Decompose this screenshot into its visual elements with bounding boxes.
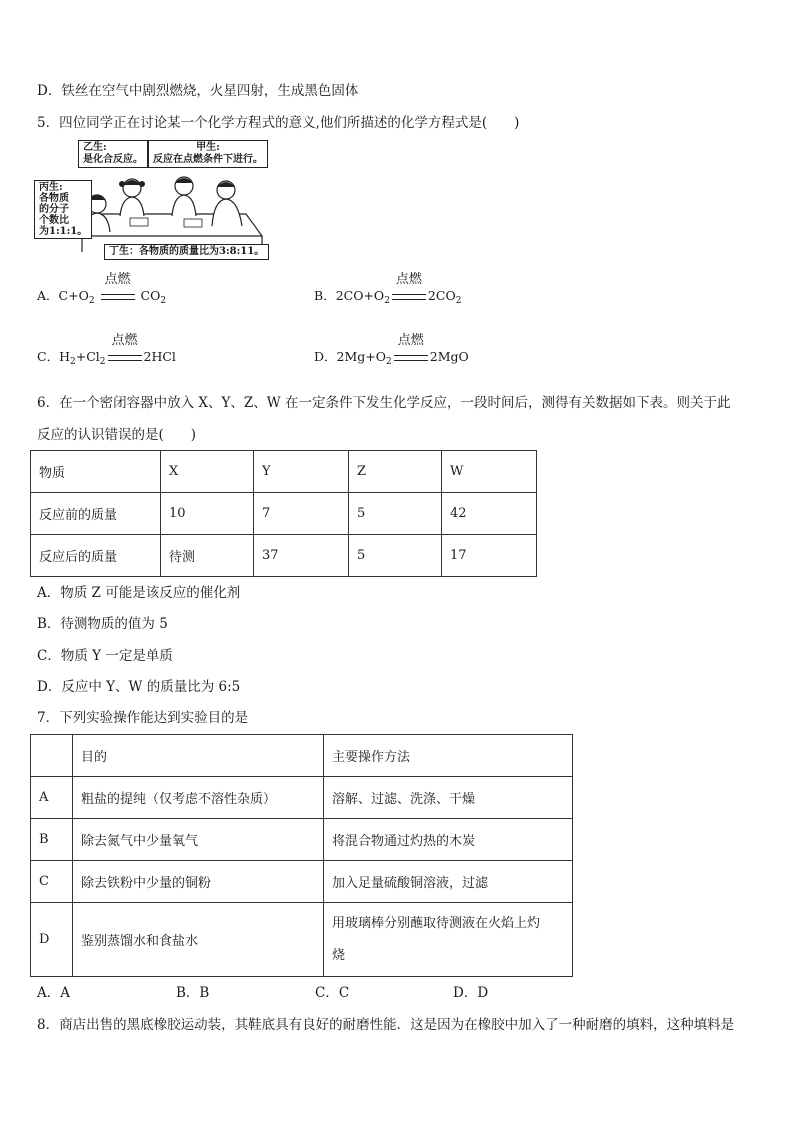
q7-option-a: A．A — [37, 985, 70, 1001]
q6-option-c: C．物质 Y 一定是单质 — [37, 648, 173, 664]
q6-option-d: D．反应中 Y、W 的质量比为 6:5 — [37, 679, 241, 695]
q6-option-b: B．待测物质的值为 5 — [37, 616, 168, 632]
q7-option-b: B．B — [176, 985, 210, 1001]
q6-option-a: A．物质 Z 可能是该反应的催化剂 — [37, 585, 241, 601]
table-row: 反应前的质量 10 7 5 42 — [31, 493, 537, 535]
reaction-arrow: 点燃 — [99, 288, 137, 304]
q5-option-b: B．$2CO+O_2$ 点燃 $2CO_2$ — [314, 272, 462, 306]
q7-option-d: D．D — [453, 985, 489, 1001]
q5-stem: 5．四位同学正在讨论某一个化学方程式的意义,他们所描述的化学方程式是( ) — [37, 115, 520, 131]
q5-option-d: D．$2Mg+O_2$ 点燃 2MgO — [314, 333, 469, 367]
q5-option-c: C．$H_2+Cl_2$ 点燃 2HCl — [37, 333, 176, 367]
reaction-arrow: 点燃 — [106, 349, 144, 365]
q6-data-table — [30, 450, 537, 577]
speech-bubble-bing: 丙生: 各物质 的分子 个数比 为1:1:1。 — [34, 180, 92, 239]
table-row: B 除去氮气中少量氧气 将混合物通过灼热的木炭 — [31, 819, 573, 861]
speech-bubble-yi: 乙生: 是化合反应。 — [78, 140, 148, 168]
table-row: D 鉴别蒸馏水和食盐水 用玻璃棒分别蘸取待测液在火焰上灼 烧 — [31, 903, 573, 977]
table-row: 目的 主要操作方法 — [31, 735, 573, 777]
q7-experiment-table — [30, 734, 573, 977]
q5-option-a: A．$C+O_2$ 点燃 $CO_2$ — [37, 272, 167, 306]
q6-stem-line1: 6．在一个密闭容器中放入 X、Y、Z、W 在一定条件下发生化学反应，一段时间后，测得有关数据如下表。则关于此 — [37, 395, 731, 411]
reaction-arrow: 点燃 — [390, 288, 428, 304]
reaction-arrow: 点燃 — [392, 349, 430, 365]
speech-bubble-ding: 丁生：各物质的质量比为3:8:11。 — [104, 244, 269, 260]
table-row: 物质 X Y Z W — [31, 451, 537, 493]
table-row: 反应后的质量 待测 37 5 17 — [31, 535, 537, 577]
q4-option-d: D．铁丝在空气中剧烈燃烧，火星四射，生成黑色固体 — [37, 83, 359, 99]
q6-stem-line2: 反应的认识错误的是( ) — [37, 427, 197, 443]
q5-illustration — [34, 140, 274, 260]
table-row: A 粗盐的提纯（仅考虑不溶性杂质） 溶解、过滤、洗涤、干燥 — [31, 777, 573, 819]
q8-stem: 8．商店出售的黑底橡胶运动装，其鞋底具有良好的耐磨性能．这是因为在橡胶中加入了一种耐磨的填料，这种填料是 — [37, 1017, 735, 1033]
q7-stem: 7．下列实验操作能达到实验目的是 — [37, 710, 249, 726]
q7-option-c: C．C — [315, 985, 350, 1001]
speech-bubble-jia: 甲生: 反应在点燃条件下进行。 — [148, 140, 268, 168]
table-row: C 除去铁粉中少量的铜粉 加入足量硫酸铜溶液，过滤 — [31, 861, 573, 903]
